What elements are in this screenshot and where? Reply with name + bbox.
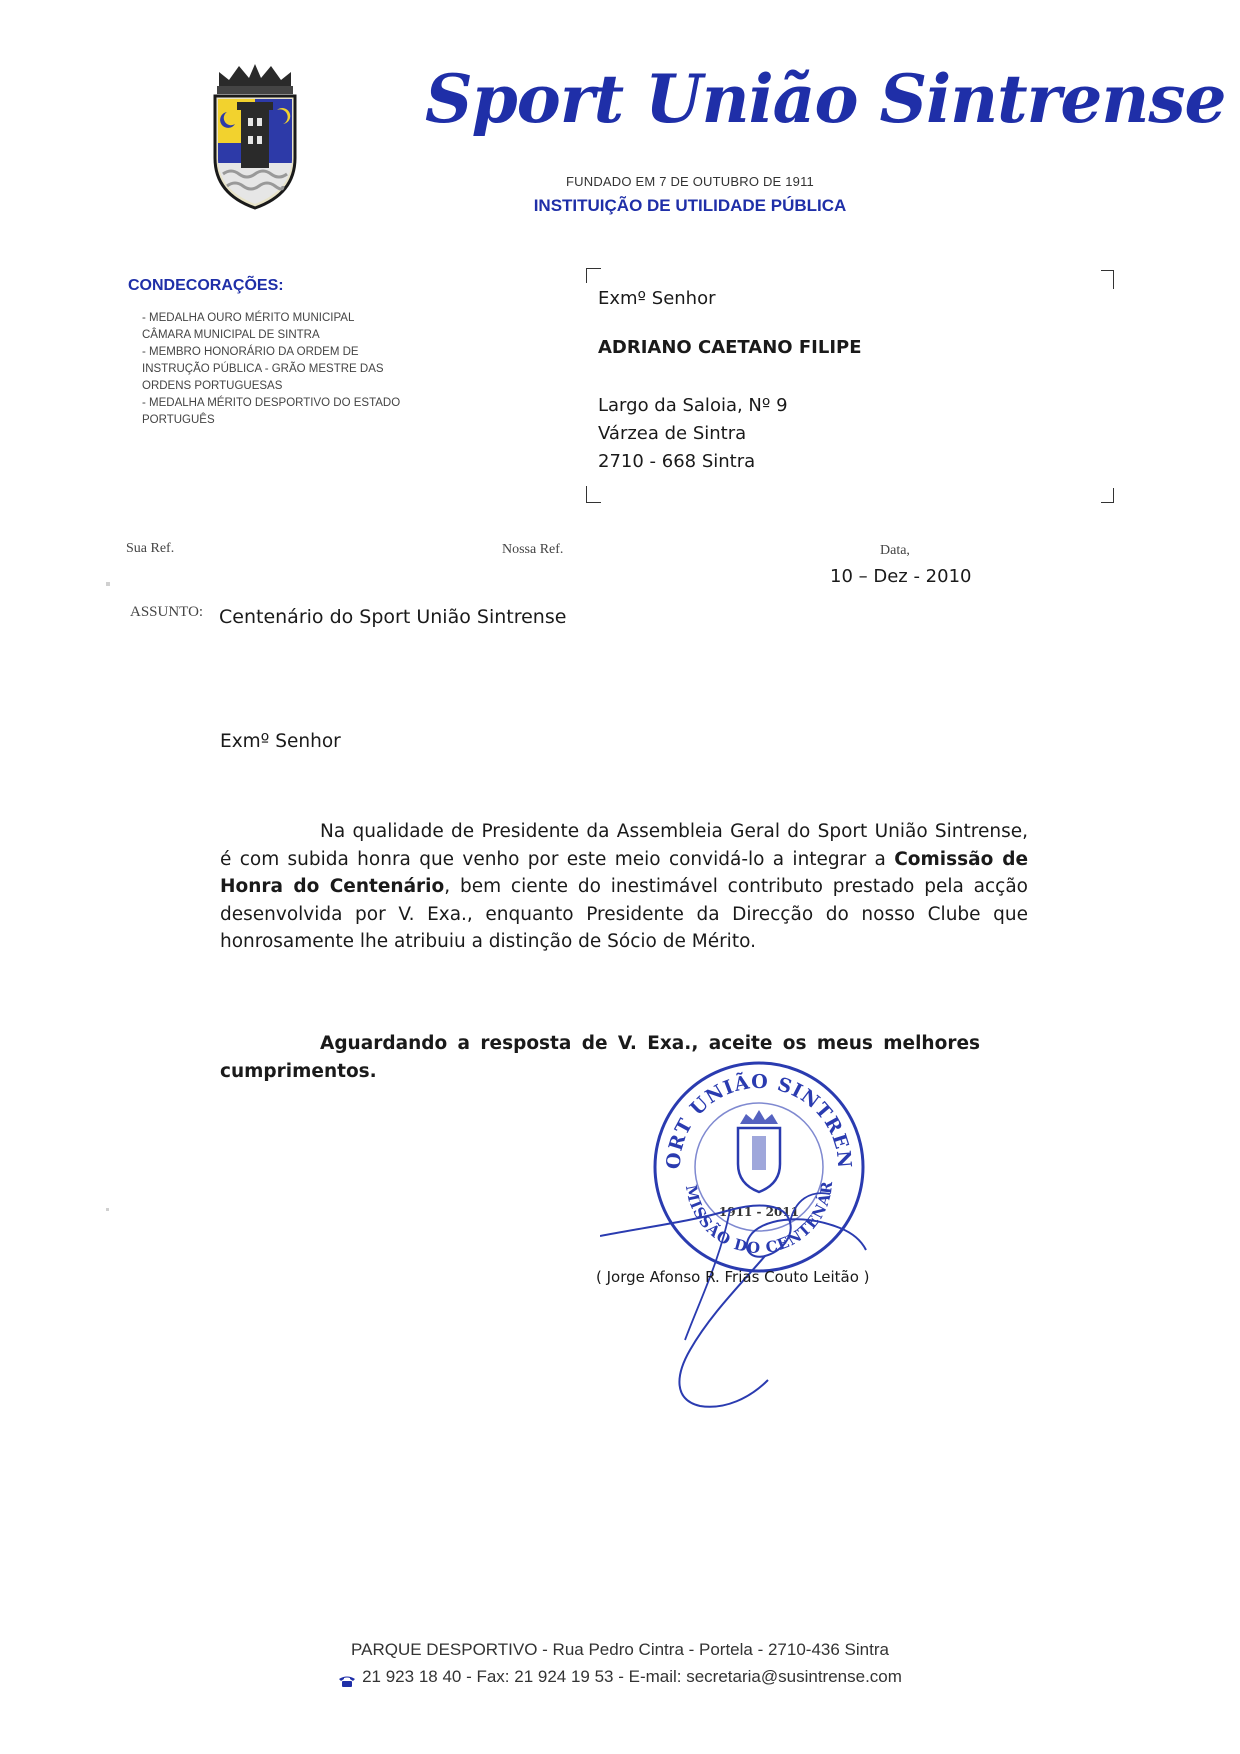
decoration-item: - MEDALHA OURO MÉRITO MUNICIPAL CÂMARA MUNICIPAL DE SINTRA (142, 310, 402, 344)
footer-contacts (0, 1667, 1240, 1687)
subject-value: Centenário do Sport União Sintrense (219, 606, 567, 628)
recipient-name: ADRIANO CAETANO FILIPE (598, 337, 862, 358)
club-crest-logo (205, 62, 305, 212)
footer-address: PARQUE DESPORTIVO - Rua Pedro Cintra - Portela - 2710-436 Sintra (351, 1640, 889, 1659)
signer-name: ( Jorge Afonso R. Frias Couto Leitão ) (596, 1268, 870, 1286)
handwritten-signature (600, 1110, 870, 1410)
our-reference-label: Nossa Ref. (502, 542, 564, 557)
paragraph-bold-text: Comissão de Honra do Centenário (220, 848, 1028, 897)
decorations-title: CONDECORAÇÕES: (128, 277, 284, 294)
recipient-salutation: Exmº Senhor (598, 288, 716, 309)
address-window-corner-top-left (586, 268, 601, 283)
paragraph-text: Na qualidade de Presidente da Assembleia Geral do Sport União Sintrense, é com subida honra que venho por este meio convidá-lo a integrar a (220, 821, 1028, 870)
scan-speck (106, 582, 110, 586)
your-reference-label: Sua Ref. (126, 541, 175, 556)
stamp-bottom-text: MISSÃO DO CENTENÁR (681, 1179, 837, 1258)
address-window-corner-bottom-right (1101, 488, 1114, 503)
stamp-years: 1911 - 2011 (718, 1205, 800, 1219)
date-value: 10 – Dez - 2010 (830, 566, 972, 587)
subject-label: ASSUNTO: (130, 604, 204, 620)
address-window-corner-top-right (1101, 270, 1114, 289)
letter-closing: Aguardando a resposta de V. Exa., aceite os meus melhores cumprimentos. (220, 1033, 980, 1082)
letter-paragraph (220, 818, 1028, 956)
recipient-address-line2: Várzea de Sintra (598, 423, 747, 444)
public-utility-label: INSTITUIÇÃO DE UTILIDADE PÚBLICA (533, 196, 847, 215)
decoration-item: - MEMBRO HONORÁRIO DA ORDEM DE INSTRUÇÃO PÚBLICA - GRÃO MESTRE DAS ORDENS PORTUGUESAS (142, 344, 402, 395)
phone-icon (338, 1672, 356, 1684)
founded-date: FUNDADO EM 7 DE OUTUBRO DE 1911 (566, 174, 814, 189)
recipient-address-line1: Largo da Saloia, Nº 9 (598, 395, 788, 416)
decorations-list (142, 310, 402, 429)
recipient-address-line3: 2710 - 668 Sintra (598, 451, 756, 472)
club-name-logotype: Sport União Sintrense (425, 60, 1226, 138)
paragraph-text: , bem ciente do inestimável contributo prestado pela acção desenvolvida por V. Exa., enquanto Presidente da Direcção do nosso Clube que honrosamente lhe atribuiu a distinção de Sócio de Mérito. (220, 876, 1028, 952)
address-window-corner-bottom-left (586, 486, 601, 503)
date-label: Data, (880, 543, 910, 558)
stamp-top-text: ORT UNIÃO SINTREN (662, 1070, 856, 1170)
footer-contacts-text: 21 923 18 40 - Fax: 21 924 19 53 - E-mail: secretaria@susintrense.com (362, 1667, 902, 1686)
letter-salutation: Exmº Senhor (220, 731, 341, 752)
decoration-item: - MEDALHA MÉRITO DESPORTIVO DO ESTADO PORTUGUÊS (142, 395, 402, 429)
scan-speck (106, 1208, 109, 1211)
